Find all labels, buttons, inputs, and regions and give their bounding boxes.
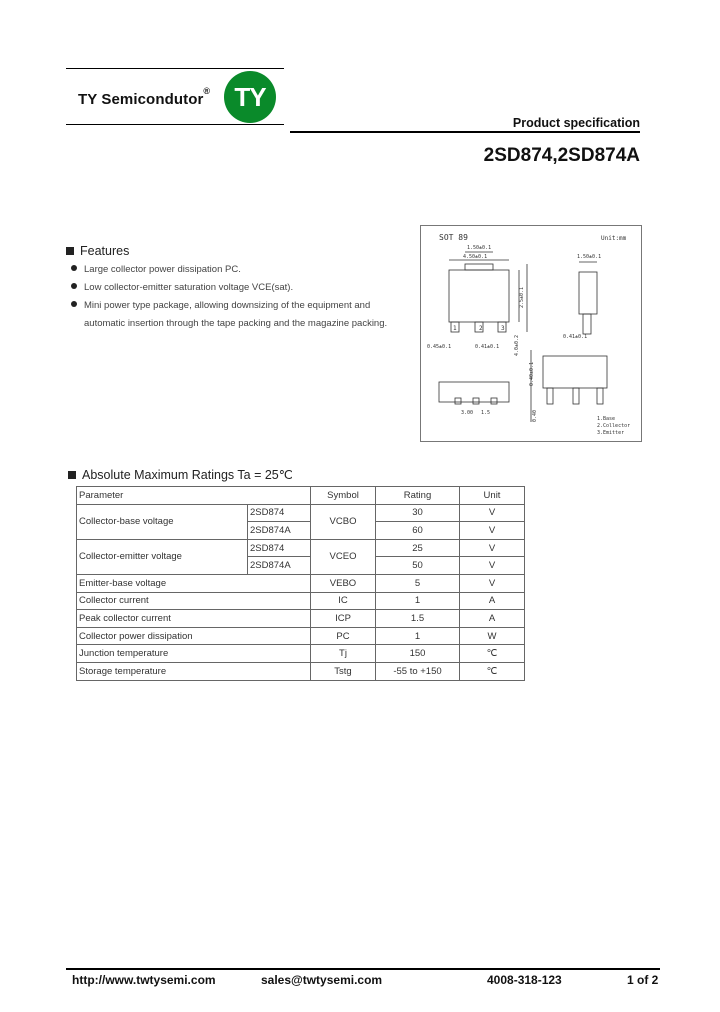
symbol-cell: VCBO: [311, 504, 376, 539]
header-unit: Unit: [460, 487, 525, 505]
brand-text: TY Semicondutor: [78, 91, 204, 108]
square-bullet-icon: [66, 247, 74, 255]
feature-text: Large collector power dissipation PC.: [84, 264, 241, 275]
footer-email[interactable]: sales@twtysemi.com: [261, 973, 383, 987]
param-cell: Junction temperature: [77, 645, 311, 663]
square-bullet-icon: [68, 471, 76, 479]
symbol-cell: PC: [311, 627, 376, 645]
unit-cell: V: [460, 504, 525, 522]
param-cell: Collector-base voltage: [77, 504, 248, 539]
param-cell: Storage temperature: [77, 662, 311, 680]
table-row: [77, 539, 525, 557]
bullet-icon: [71, 301, 77, 307]
symbol-cell: IC: [311, 592, 376, 610]
rating-cell: 1: [376, 627, 460, 645]
table-row: [77, 662, 525, 680]
unit-cell: W: [460, 627, 525, 645]
unit-cell: V: [460, 574, 525, 592]
dim-label: 0.40: [532, 409, 538, 422]
pin-label: 3: [501, 325, 505, 332]
header-parameter: Parameter: [77, 487, 311, 505]
unit-cell: A: [460, 610, 525, 628]
pin-label: 2: [479, 325, 483, 332]
dim-label: 3.00: [461, 410, 474, 416]
package-unit: Unit:mm: [601, 235, 627, 242]
pin-legend: 1.Base: [597, 416, 616, 422]
symbol-cell: VEBO: [311, 574, 376, 592]
sub-cell: 2SD874A: [248, 557, 311, 575]
rating-cell: 1.5: [376, 610, 460, 628]
footer-page-number: 1 of 2: [627, 973, 659, 987]
table-row: [77, 592, 525, 610]
unit-cell: V: [460, 522, 525, 540]
sub-cell: 2SD874: [248, 539, 311, 557]
sub-cell: 2SD874: [248, 504, 311, 522]
feature-text: Mini power type package, allowing downsizing of the equipment and: [84, 300, 371, 311]
unit-cell: ℃: [460, 645, 525, 663]
ratings-table: [76, 486, 525, 681]
symbol-cell: Tj: [311, 645, 376, 663]
unit-cell: A: [460, 592, 525, 610]
table-row: [77, 610, 525, 628]
header-bottom-rule: [66, 124, 284, 125]
param-cell: Collector-emitter voltage: [77, 539, 248, 574]
rating-cell: 30: [376, 504, 460, 522]
part-number-title: 2SD874,2SD874A: [483, 145, 640, 166]
unit-cell: V: [460, 539, 525, 557]
footer-url[interactable]: http://www.twtysemi.com: [72, 973, 216, 987]
dim-label: 4.50±0.1: [463, 254, 488, 260]
dim-label: 1.5: [481, 410, 491, 416]
package-name: SOT 89: [439, 233, 468, 242]
product-spec-label: Product specification: [512, 116, 640, 130]
param-cell: Collector power dissipation: [77, 627, 311, 645]
rating-cell: 150: [376, 645, 460, 663]
dim-label: 2.5±0.1: [519, 286, 525, 308]
dim-label: 1.50±0.1: [467, 245, 492, 251]
feature-item: [71, 264, 241, 275]
features-heading: [66, 244, 129, 258]
rating-cell: -55 to +150: [376, 662, 460, 680]
registered-mark: ®: [203, 86, 211, 96]
bullet-icon: [71, 283, 77, 289]
feature-item: [71, 300, 370, 311]
symbol-cell: Tstg: [311, 662, 376, 680]
header-top-rule: [66, 68, 284, 69]
ty-logo: TY: [224, 71, 276, 123]
rating-cell: 60: [376, 522, 460, 540]
pin-legend: 2.Collector: [597, 423, 631, 429]
footer-rule: [66, 968, 660, 970]
ratings-title: Absolute Maximum Ratings Ta = 25℃: [82, 468, 293, 482]
pin-legend: 3.Emitter: [597, 430, 625, 436]
feature-text: Low collector-emitter saturation voltage VCE(sat).: [84, 282, 294, 293]
table-header-row: [77, 487, 525, 505]
symbol-cell: ICP: [311, 610, 376, 628]
unit-cell: ℃: [460, 662, 525, 680]
dim-label: 0.41±0.1: [563, 334, 588, 340]
param-cell: Emitter-base voltage: [77, 574, 311, 592]
table-row: [77, 627, 525, 645]
unit-cell: V: [460, 557, 525, 575]
header-symbol: Symbol: [311, 487, 376, 505]
features-title: Features: [80, 244, 130, 258]
dim-label: 1.50±0.1: [577, 254, 602, 260]
table-row: [77, 504, 525, 522]
table-row: [77, 645, 525, 663]
rating-cell: 50: [376, 557, 460, 575]
pin-label: 1: [453, 325, 457, 332]
param-cell: Collector current: [77, 592, 311, 610]
brand-name: [78, 86, 211, 108]
package-outline-svg: [421, 226, 641, 441]
feature-item-continued: automatic insertion through the tape packing and the magazine packing.: [84, 318, 388, 329]
rating-cell: 5: [376, 574, 460, 592]
dim-label: 0.41±0.1: [475, 344, 500, 350]
spec-rule: [290, 131, 640, 133]
param-cell: Peak collector current: [77, 610, 311, 628]
footer-phone: 4008-318-123: [487, 973, 562, 987]
sub-cell: 2SD874A: [248, 522, 311, 540]
header-rating: Rating: [376, 487, 460, 505]
rating-cell: 1: [376, 592, 460, 610]
table-row: [77, 574, 525, 592]
feature-item: [71, 282, 293, 293]
dim-label: 0.40±0.1: [529, 361, 535, 386]
dim-label: 0.45±0.1: [427, 344, 452, 350]
ratings-heading: [68, 467, 293, 482]
rating-cell: 25: [376, 539, 460, 557]
package-drawing: [420, 225, 642, 442]
symbol-cell: VCEO: [311, 539, 376, 574]
dim-label: 4.0±0.2: [514, 334, 520, 356]
bullet-icon: [71, 265, 77, 271]
